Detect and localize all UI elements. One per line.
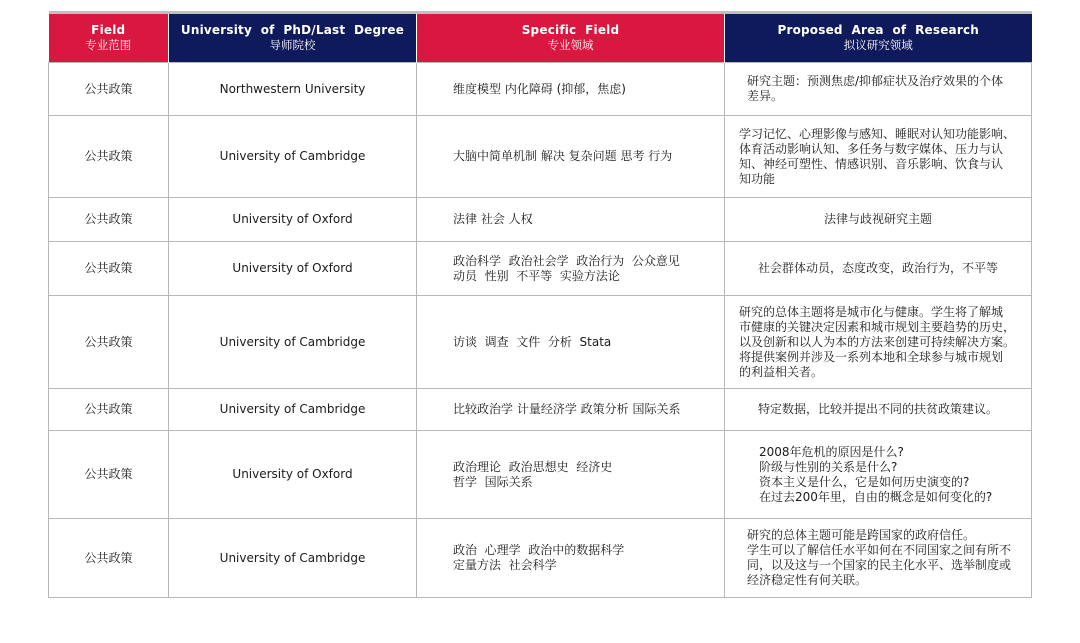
research-line: 2008年危机的原因是什么? (759, 444, 904, 459)
cell-field: 公共政策 (49, 389, 169, 431)
cell-specific (417, 519, 725, 598)
cell-research (725, 242, 1032, 296)
research-line: 知功能 (739, 171, 776, 186)
table-row (49, 242, 1032, 296)
table-row (49, 116, 1032, 198)
table-row (49, 296, 1032, 389)
research-line: 差异。 (747, 89, 784, 103)
specific-line: 哲学 国际关系 (453, 474, 533, 489)
cell-research (725, 116, 1032, 198)
cell-research (725, 519, 1032, 598)
cell-specific (417, 242, 725, 296)
specific-line: 政治 心理学 政治中的数据科学 (453, 543, 625, 557)
research-table-container (48, 11, 1031, 598)
header-specific-en: Specific Field (521, 23, 620, 37)
research-line: 体育活动影响认知、多任务与数字媒体、压力与认 (739, 141, 1004, 156)
header-row (49, 13, 1032, 63)
cell-university: Northwestern University (169, 63, 417, 116)
cell-university: University of Oxford (169, 242, 417, 296)
specific-line: 定量方法 社会科学 (453, 558, 557, 572)
research-line: 经济稳定性有何关联。 (747, 573, 868, 587)
cell-university: University of Cambridge (169, 296, 417, 389)
specific-line: 政治科学 政治社会学 政治行为 公众意见 (453, 253, 680, 268)
header-research-en: Proposed Area of Research (777, 23, 980, 37)
cell-research (725, 296, 1032, 389)
header-research-area (725, 13, 1032, 63)
cell-field: 公共政策 (49, 198, 169, 242)
cell-university: University of Cambridge (169, 519, 417, 598)
research-areas-table (48, 11, 1032, 598)
research-line: 阶级与性别的关系是什么? (759, 459, 898, 474)
research-line: 市健康的关键决定因素和城市规划主要趋势的历史， (739, 319, 1016, 334)
specific-line: 动员 性别 不平等 实验方法论 (453, 268, 620, 283)
cell-specific (417, 63, 725, 116)
cell-university: University of Oxford (169, 198, 417, 242)
header-specific-field (417, 13, 725, 63)
specific-line: 维度模型 内化障碍 (抑郁，焦虑) (453, 81, 626, 96)
research-line: 在过去200年里，自由的概念是如何变化的? (759, 489, 993, 504)
specific-line: 比较政治学 计量经济学 政策分析 国际关系 (453, 402, 681, 416)
research-line: 研究主题：预测焦虑/抑郁症状及治疗效果的个体 (747, 74, 1004, 88)
research-line: 法律与歧视研究主题 (823, 212, 932, 226)
specific-line: 政治理论 政治思想史 经济史 (453, 459, 613, 474)
header-field (49, 13, 169, 63)
specific-line: 大脑中简单机制 解决 复杂问题 思考 行为 (453, 149, 673, 163)
cell-university: University of Oxford (169, 431, 417, 519)
research-line: 将提供案例并涉及一系列本地和全球参与城市规划 (739, 349, 1004, 364)
cell-field: 公共政策 (49, 63, 169, 116)
cell-research (725, 198, 1032, 242)
table-body (49, 63, 1032, 598)
cell-university: University of Cambridge (169, 116, 417, 198)
header-university-en: University of PhD/Last Degree (180, 23, 405, 37)
research-line: 资本主义是什么，它是如何历史演变的? (759, 474, 970, 489)
research-line: 知、神经可塑性、情感识别、音乐影响、饮食与认 (739, 156, 1004, 171)
header-specific-zh: 专业领域 (547, 38, 594, 52)
cell-university: University of Cambridge (169, 389, 417, 431)
cell-field: 公共政策 (49, 519, 169, 598)
research-line: 研究的总体主题将是城市化与健康。学生将了解城 (739, 304, 1004, 319)
research-line: 特定数据，比较并提出不同的扶贫政策建议。 (757, 402, 998, 416)
cell-field: 公共政策 (49, 242, 169, 296)
cell-specific (417, 296, 725, 389)
cell-specific (417, 431, 725, 519)
cell-field: 公共政策 (49, 296, 169, 389)
table-row (49, 63, 1032, 116)
table-row (49, 389, 1032, 431)
research-line: 的利益相关者。 (739, 364, 824, 379)
header-field-en: Field (91, 23, 126, 37)
header-field-zh: 专业范围 (85, 38, 132, 52)
research-line: 学生可以了解信任水平如何在不同国家之间有所不 (747, 543, 1012, 557)
research-line: 同，以及这与一个国家的民主化水平、选举制度或 (747, 558, 1012, 572)
specific-line: 法律 社会 人权 (453, 212, 533, 226)
cell-specific (417, 389, 725, 431)
research-line: 以及创新和以人为本的方法来创建可持续解决方案。 (739, 334, 1016, 349)
specific-line: 访谈 调查 文件 分析 Stata (453, 334, 612, 349)
table-header (49, 13, 1032, 63)
cell-specific (417, 198, 725, 242)
cell-research (725, 431, 1032, 519)
research-line: 学习记忆、心理影像与感知、睡眠对认知功能影响、 (739, 126, 1016, 141)
header-university (169, 13, 417, 63)
table-row (49, 198, 1032, 242)
cell-field: 公共政策 (49, 116, 169, 198)
table-row (49, 519, 1032, 598)
header-research-zh: 拟议研究领域 (843, 38, 913, 52)
cell-specific (417, 116, 725, 198)
research-line: 研究的总体主题可能是跨国家的政府信任。 (747, 528, 976, 542)
table-row (49, 431, 1032, 519)
cell-field: 公共政策 (49, 431, 169, 519)
research-line: 社会群体动员，态度改变，政治行为，不平等 (757, 261, 998, 275)
cell-research (725, 63, 1032, 116)
cell-research (725, 389, 1032, 431)
header-university-zh: 导师院校 (269, 38, 316, 52)
